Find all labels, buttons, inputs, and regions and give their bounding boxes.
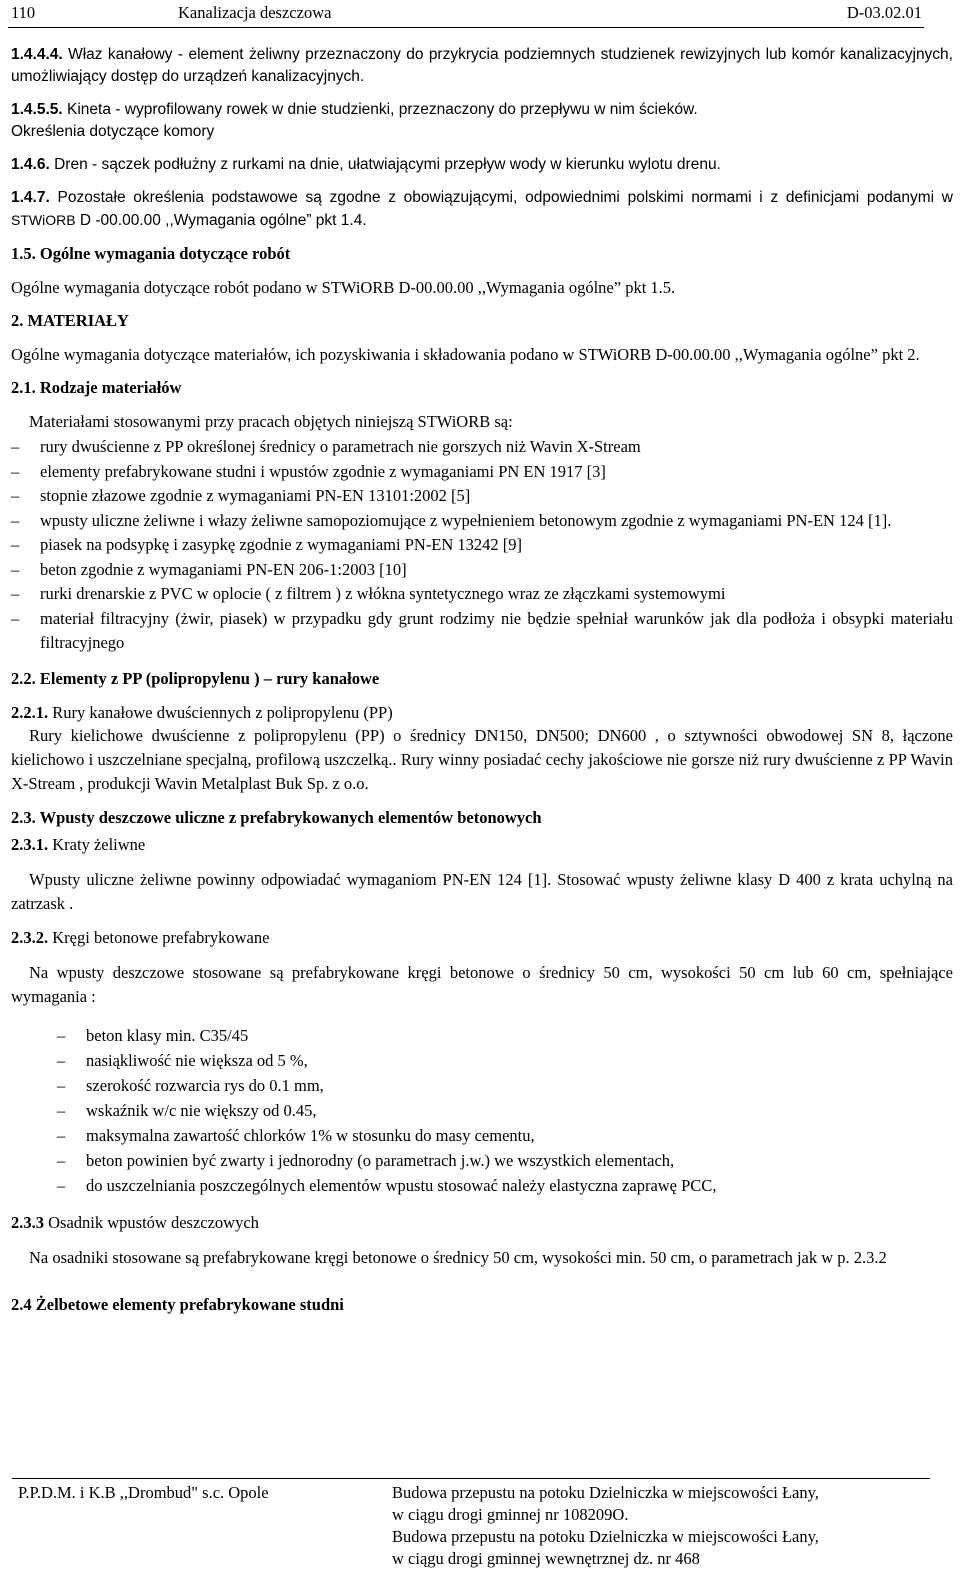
list-item: – rury dwuścienne z PP określonej średnicy o parametrach nie gorszych niż Wavin X-Stream xyxy=(11,437,641,456)
list-item: – do uszczelniania poszczególnych elementów wpustu stosować należy elastyczna zaprawę PCC, xyxy=(57,1175,717,1195)
materials-list xyxy=(11,435,953,656)
list-item: – nasiąkliwość nie większa od 5 %, xyxy=(57,1050,308,1070)
list-item: – maksymalna zawartość chlorków 1% w stosunku do masy cementu, xyxy=(57,1125,535,1145)
list-item: – beton klasy min. C35/45 xyxy=(57,1025,249,1045)
chamber-definitions-label: Określenia dotyczące komory xyxy=(11,123,215,140)
list-item: – beton zgodnie z wymaganiami PN-EN 206-1:2003 [10] xyxy=(11,559,407,579)
section-2-3-3-text: Na osadniki stosowane są prefabrykowane kręgi betonowe o średnicy 50 cm, wysokości min. 50 cm, o parametrach jak w p. 2.3.2 xyxy=(29,1247,887,1267)
section-2-2-1-text: Rury kielichowe dwuścienne z polipropylenu (PP) o średnicy DN150, DN500; DN600 , o sztywności obwodowej SN 8, łączone kielichowo i uszczelniane specjalną, profilową uszczelką.. Rury winny posiadać cechy jakościowe nie gorsze niż rury dwuścienne z PP Wavin X-Stream , produkcji Wavin Metalplast Buk Sp. z o.o. xyxy=(11,725,953,793)
section-2-1-intro: Materiałami stosowanymi przy pracach objętych niniejszą STWiORB są: xyxy=(29,412,513,431)
requirements-list xyxy=(11,1023,953,1198)
section-2-3-1-text: Wpusty uliczne żeliwne powinny odpowiadać wymaganiom PN-EN 124 [1]. Stosować wpusty żeliwne klasy D 400 z krata uchylną na zatrzask . xyxy=(11,869,953,913)
list-item: – materiał filtracyjny (żwir, piasek) w przypadku gdy grunt rodzimy nie będzie spełniał warunków jak dla podłoża i obsypki materiału filtracyjnego xyxy=(11,608,953,652)
section-2-3-1-heading: 2.3.1. Kraty żeliwne xyxy=(11,834,146,854)
section-2-2-heading: 2.2. Elementy z PP (polipropylenu ) – rury kanałowe xyxy=(11,668,380,688)
section-2-1-heading: 2.1. Rodzaje materiałów xyxy=(11,378,182,397)
section-1-5-heading: 1.5. Ogólne wymagania dotyczące robót xyxy=(11,244,291,263)
definition-1-4-5-5: 1.4.5.5. Kineta - wyprofilowany rowek w dnie studzienki, przeznaczony do przepływu w nim ścieków. xyxy=(11,101,698,118)
section-2-3-3-heading: 2.3.3 Osadnik wpustów deszczowych xyxy=(11,1212,259,1232)
section-2-4-heading: 2.4 Żelbetowe elementy prefabrykowane studni xyxy=(11,1294,344,1314)
list-item: – beton powinien być zwarty i jednorodny (o parametrach j.w.) we wszystkich elementach, xyxy=(57,1150,675,1170)
document-body xyxy=(11,44,953,1316)
list-item: – szerokość rozwarcia rys do 0.1 mm, xyxy=(57,1075,324,1095)
list-item: – wpusty uliczne żeliwne i włazy żeliwne samopoziomujące z wypełnieniem betonowym zgodnie z wymaganiami PN-EN 124 [1]. xyxy=(11,510,892,530)
definition-1-4-6: 1.4.6. Dren - sączek podłużny z rurkami na dnie, ułatwiającymi przepływ wody w kierunku wylotu drenu. xyxy=(11,156,721,173)
footer-rule xyxy=(12,1478,930,1479)
page-number: 110 xyxy=(11,3,36,22)
section-2-text: Ogólne wymagania dotyczące materiałów, ich pozyskiwania i składowania podano w STWiORB D-00.00.00 ,,Wymagania ogólne” pkt 2. xyxy=(11,345,920,364)
header-code: D-03.02.01 xyxy=(846,3,922,22)
list-item: – stopnie złazowe zgodnie z wymaganiami PN-EN 13101:2002 [5] xyxy=(11,486,471,505)
footer-project: Budowa przepustu na potoku Dzielniczka w miejscowości Łany, w ciągu drogi gminnej nr 108209O. Budowa przepustu na potoku Dzielniczka w miejscowości Łany, w ciągu drogi gminnej wewnętrznej dz. nr 468 xyxy=(392,1483,819,1568)
header-rule xyxy=(8,27,924,28)
list-item: – elementy prefabrykowane studni i wpustów zgodnie z wymaganiami PN EN 1917 [3] xyxy=(11,461,606,481)
list-item: – rurki drenarskie z PVC w oplocie ( z filtrem ) z włókna syntetycznego wraz ze złączkami systemowymi xyxy=(11,584,726,603)
section-2-3-heading: 2.3. Wpusty deszczowe uliczne z prefabrykowanych elementów betonowych xyxy=(11,807,542,827)
section-2-2-1-heading: 2.2.1. Rury kanałowe dwuściennych z polipropylenu (PP) xyxy=(11,702,393,722)
list-item: – wskaźnik w/c nie większy od 0.45, xyxy=(57,1100,317,1120)
footer-company: P.P.D.M. i K.B ,,Drombud" s.c. Opole xyxy=(18,1483,269,1502)
page-header xyxy=(0,0,960,30)
list-item: – piasek na podsypkę i zasypkę zgodnie z wymaganiami PN-EN 13242 [9] xyxy=(11,535,523,554)
section-2-heading: 2. MATERIAŁY xyxy=(11,311,129,330)
section-2-3-2-text: Na wpusty deszczowe stosowane są prefabrykowane kręgi betonowe o średnicy 50 cm, wysokości 50 cm lub 60 cm, spełniające wymagania : xyxy=(11,962,953,1006)
definition-1-4-7: 1.4.7. Pozostałe określenia podstawowe są zgodne z obowiązującymi, odpowiednimi polskimi normami i z definicjami podanymi w STWiORB D -00.00.00 ,,Wymagania ogólne” pkt 1.4. xyxy=(11,189,953,229)
section-1-5-text: Ogólne wymagania dotyczące robót podano w STWiORB D-00.00.00 ,,Wymagania ogólne” pkt 1.5. xyxy=(11,278,676,297)
definition-1-4-4-4: 1.4.4.4. Właz kanałowy - element żeliwny przeznaczony do przykrycia podziemnych studzienek rewizyjnych lub komór kanalizacyjnych, umożliwiający dostęp do urządzeń kanalizacyjnych. xyxy=(11,46,953,85)
section-2-3-2-heading: 2.3.2. Kręgi betonowe prefabrykowane xyxy=(11,927,270,947)
header-title: Kanalizacja deszczowa xyxy=(178,3,332,22)
